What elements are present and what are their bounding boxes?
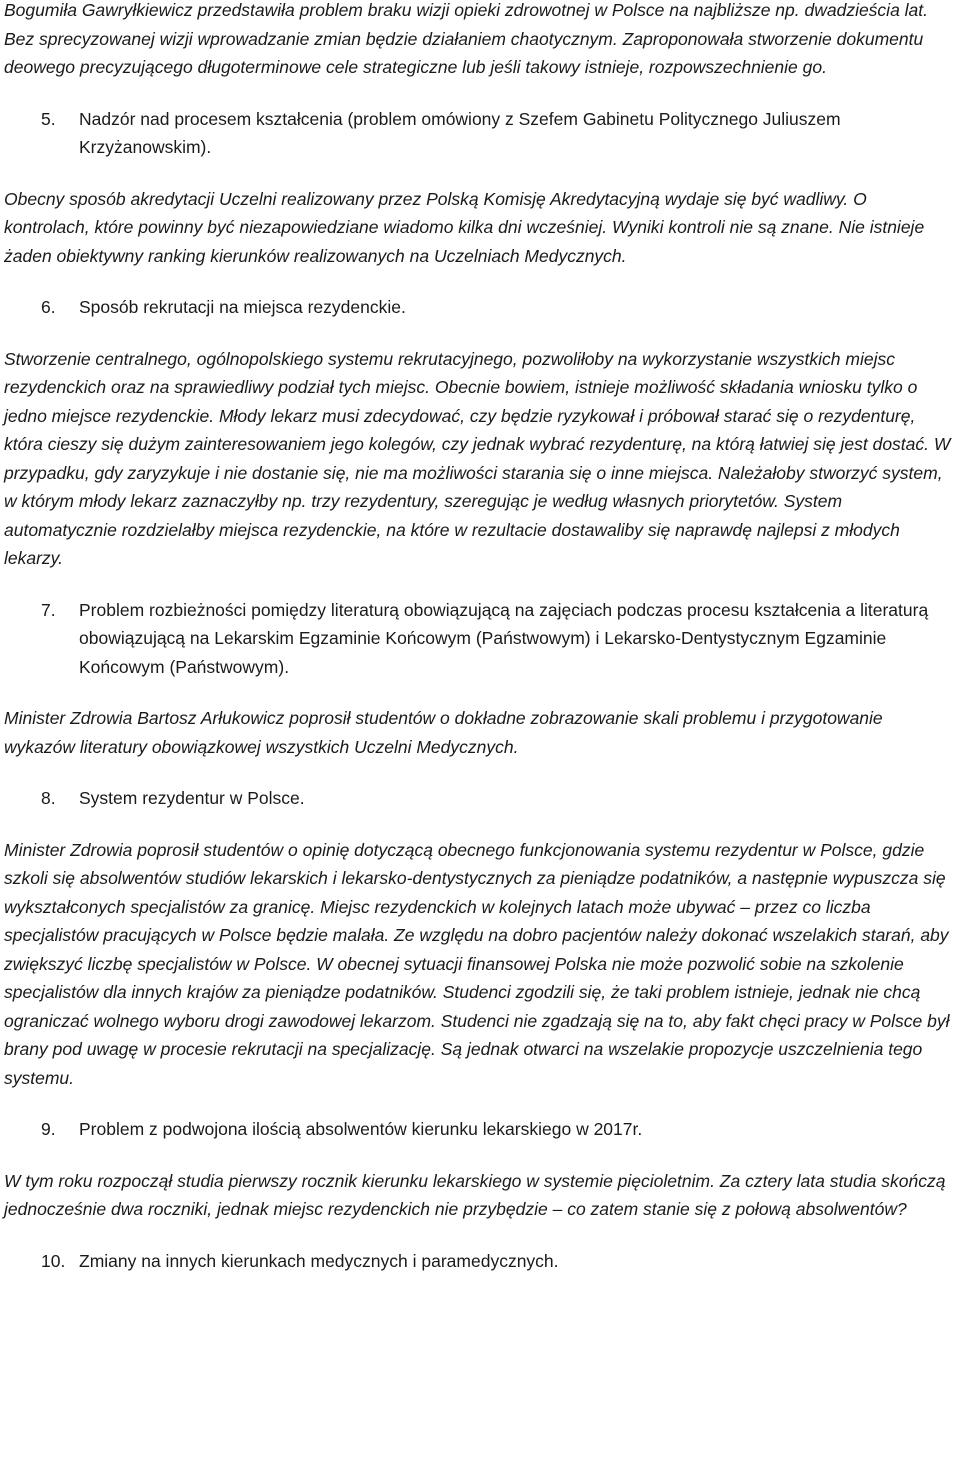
section-heading-7 — [4, 596, 956, 682]
document-page — [4, 0, 956, 1275]
section-heading-10 — [4, 1247, 956, 1276]
section-number: 7. — [41, 599, 56, 620]
section-number: 5. — [41, 108, 56, 129]
section-heading-6 — [4, 293, 956, 322]
section-heading-text: Zmiany na innych kierunkach medycznych i paramedycznych. — [79, 1250, 559, 1271]
section-heading-5 — [4, 105, 956, 162]
intro-paragraph: Bogumiła Gawryłkiewicz przedstawiła problem braku wizji opieki zdrowotnej w Polsce na najbliższe np. dwadzieścia lat. Bez sprecyzowanej wizji wprowadzanie zmian będzie działaniem chaotycznym. Zaproponowała stworzenie dokumentu deowego precyzującego długoterminowe cele strategiczne lub jeśli takowy istnieje, rozpowszechnienie go. — [4, 0, 929, 77]
section-heading-text: Problem z podwojona ilością absolwentów kierunku lekarskiego w 2017r. — [79, 1119, 643, 1139]
section-number: 8. — [41, 788, 56, 808]
section-body-9: W tym roku rozpoczął studia pierwszy rocznik kierunku lekarskiego w systemie pięcioletnim. Za cztery lata studia skończą jednocześnie dwa roczniki, jednak miejsc rezydenckich nie przybędzie – co zatem stanie się z połową absolwentów? — [4, 1170, 946, 1219]
section-body-7: Minister Zdrowia Bartosz Arłukowicz poprosił studentów o dokładne zobrazowanie skali problemu i przygotowanie wykazów literatury obowiązkowej wszystkich Uczelni Medycznych. — [4, 708, 883, 757]
section-number: 9. — [41, 1119, 56, 1139]
section-body-6: Stworzenie centralnego, ogólnopolskiego systemu rekrutacyjnego, pozwoliłoby na wykorzystanie wszystkich miejsc rezydenckich oraz na sprawiedliwy podział tych miejsc. Obecnie bowiem, istnieje możliwość składania wniosku tylko o jedno miejsce rezydenckie. Młody lekarz musi zdecydować, czy będzie ryzykował i próbował starać się o rezydenturę, która cieszy się dużym zainteresowaniem jego kolegów, czy jednak wybrać rezydenturę, na którą łatwiej się jest dostać. W przypadku, gdy zaryzykuje i nie dostanie się, nie ma możliwości starania się o inne miejsca. Należałoby stworzyć system, w którym młody lekarz zaznaczyłby np. trzy rezydentury, szeregując je według własnych priorytetów. System automatycznie rozdzielałby miejsca rezydenckie, na które w rezultacie dostawaliby się naprawdę najlepsi z młodych lekarzy. — [4, 348, 951, 568]
section-heading-text: Nadzór nad procesem kształcenia (problem omówiony z Szefem Gabinetu Politycznego Juliuszem Krzyżanowskim). — [79, 108, 841, 157]
section-body-8: Minister Zdrowia poprosił studentów o opinię dotyczącą obecnego funkcjonowania systemu rezydentur w Polsce, gdzie szkoli się absolwentów studiów lekarskich i lekarsko-dentystycznych za pieniądze podatników, a następnie wypuszcza się wykształconych specjalistów za granicę. Miejsc rezydenckich w kolejnych latach może ubywać – przez co liczba specjalistów pracujących w Polsce będzie malała. Ze względu na dobro pacjentów należy dokonać wszelakich starań, aby zwiększyć liczbę specjalistów w Polsce. W obecnej sytuacji finansowej Polska nie może pozwolić sobie na szkolenie specjalistów dla innych krajów za pieniądze podatników. Studenci zgodzili się, że taki problem istnieje, jednak nie chcą ograniczać wolnego wyboru drogi zawodowej lekarzom. Studenci nie zgadzają się na to, aby fakt chęci pracy w Polsce był brany pod uwagę w procesie rekrutacji na specjalizację. Są jednak otwarci na wszelakie propozycje uszczelnienia tego systemu. — [4, 839, 950, 1088]
section-heading-9 — [4, 1115, 956, 1144]
section-heading-text: System rezydentur w Polsce. — [79, 788, 305, 808]
section-number: 6. — [41, 297, 56, 317]
section-heading-text: Sposób rekrutacji na miejsca rezydenckie. — [79, 297, 406, 317]
section-number: 10. — [41, 1250, 66, 1271]
section-body-5: Obecny sposób akredytacji Uczelni realizowany przez Polską Komisję Akredytacyjną wydaje się być wadliwy. O kontrolach, które powinny być niezapowiedziane wiadomo kilka dni wcześniej. Wyniki kontroli nie są znane. Nie istnieje żaden obiektywny ranking kierunków realizowanych na Uczelniach Medycznych. — [4, 188, 925, 266]
section-heading-text: Problem rozbieżności pomiędzy literaturą obowiązującą na zajęciach podczas procesu kształcenia a literaturą obowiązującą na Lekarskim Egzaminie Końcowym (Państwowym) i Lekarsko-Dentystycznym Egzaminie Końcowym (Państwowym). — [79, 599, 929, 677]
section-heading-8 — [4, 784, 956, 813]
